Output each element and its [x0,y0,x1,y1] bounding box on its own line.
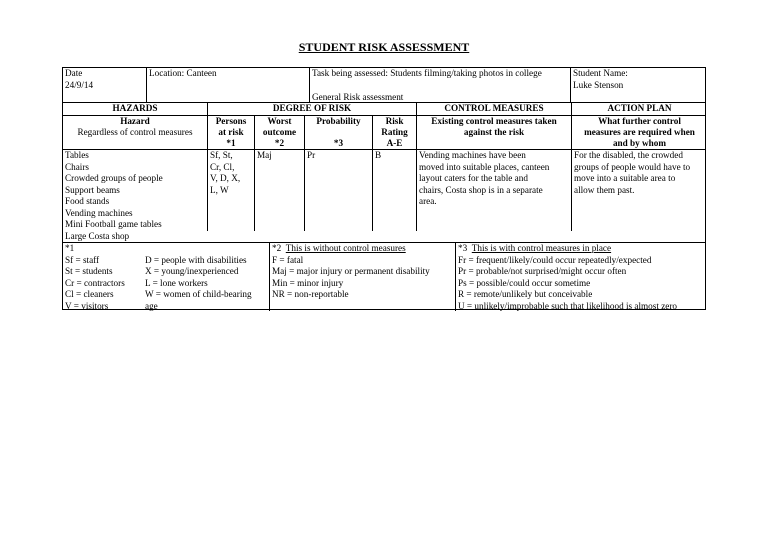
worst-subheader [254,116,304,149]
legend-probability-item: Pr = probable/not surprised/might occur often [458,266,627,276]
legend-probability [455,243,707,311]
persons-list [207,150,254,231]
action-header: ACTION PLAN [571,103,707,115]
hazard-item: Food stands [65,196,110,206]
hazard-subheader-line: Regardless of control measures [77,127,193,137]
student-cell [570,68,707,102]
location-cell [146,68,309,102]
persons-line: Cr, Cl, [210,161,235,172]
task-text: Task being assessed: Students filming/taking photos in college [312,68,542,78]
student-label: Student Name: [573,68,628,78]
legend-persons-row [65,278,267,290]
legend-outcome-item: Maj = major injury or permanent disability [272,266,430,276]
legend-row [63,242,705,311]
risk-rating-value [372,150,416,231]
task-cell [309,68,570,102]
existing-line: area. [419,196,437,206]
legend-probability-item: U = unlikely/improbable such that likelihood is almost zero [458,300,678,311]
hazard-item: Tables [65,150,89,160]
legend-probability-item: Fr = frequent/likely/could occur repeatedly/expected [458,254,652,265]
legend-outcome-item: NR = non-reportable [272,289,349,299]
further-subheader-line: measures are required when [584,127,695,137]
subheader-row [63,115,705,149]
legend-outcome-heading [272,243,453,255]
existing-line: Vending machines have been [419,150,526,160]
legend-key: W = women of child-bearing [145,289,252,299]
legend-key: Cl = cleaners [65,289,114,299]
legend-key: age [145,300,158,311]
legend-key: D = people with disabilities [145,254,247,265]
legend-key: X = young/inexperienced [145,266,239,276]
further-controls [571,150,707,231]
hazard-item: Vending machines [65,207,133,218]
degree-header: DEGREE OF RISK [207,103,416,115]
further-subheader-line: What further control [598,116,681,126]
worst-outcome-value [254,150,304,231]
probability-subheader [304,116,372,149]
student-name: Luke Stenson [573,79,624,90]
legend-key: L = lone workers [145,277,208,288]
control-header: CONTROL MEASURES [416,103,571,115]
location-text: Location: Canteen [149,68,217,78]
legend-probability-heading [458,243,705,255]
probability-value [304,150,372,231]
legend-outcome-item: F = fatal [272,254,304,265]
further-subheader [571,116,707,149]
legend-outcome-item: Min = minor injury [272,277,344,288]
legend-persons-row [65,301,267,312]
hazard-item: Mini Football game tables [65,219,162,229]
legend-probability-prefix: *3 [458,243,468,253]
date-cell [63,68,146,102]
further-subheader-line: and by whom [612,138,667,148]
worst-subheader-line: Worst [267,116,292,126]
hazard-item: Chairs [65,161,89,172]
date-label: Date [65,68,83,78]
further-line: For the disabled, the crowded [574,150,683,160]
legend-probability-title: This is with control measures in place [471,243,612,253]
persons-subheader-line: *1 [226,138,236,148]
further-line: move into a suitable area to [574,173,676,183]
rating-subheader-line: Rating [381,127,408,137]
probability-subheader-line: *3 [333,138,344,148]
persons-line: Sf, St, [210,150,233,160]
hazard-list [63,150,207,242]
date-value: 24/9/14 [65,79,94,90]
existing-line: moved into suitable places, canteen [419,161,550,172]
existing-line: chairs, Costa shop is in a separate [419,184,543,195]
legend-outcome-title: This is without control measures [285,243,406,253]
persons-line: L, W [210,184,229,195]
hazards-header: HAZARDS [112,103,158,113]
existing-subheader-line: against the risk [463,127,525,137]
persons-subheader-line: Persons [215,116,247,126]
rating-subheader-line: Risk [385,116,404,126]
hazard-item: Large Costa shop [65,230,130,241]
existing-subheader [416,116,571,149]
legend-persons-row [65,289,267,301]
rating-subheader-line: A-E [386,138,403,148]
page-title: STUDENT RISK ASSESSMENT [298,40,470,54]
legend-probability-item: R = remote/unlikely but conceivable [458,289,593,299]
hazard-item: Support beams [65,184,120,195]
header-row [63,102,705,115]
legend-key: Sf = staff [65,254,100,265]
risk-data-row [63,149,705,242]
worst-outcome-text: Maj [257,150,272,160]
hazard-item: Crowded groups of people [65,173,163,183]
legend-probability-item: Ps = possible/could occur sometime [458,277,591,288]
existing-controls [416,150,571,231]
legend-outcome [269,243,455,311]
further-line: groups of people would have to [574,161,691,172]
persons-line: V, D, X, [210,173,241,183]
existing-subheader-line: Existing control measures taken [431,116,557,126]
hazard-subheader-line: Hazard [120,116,150,126]
legend-key: Cr = contractors [65,277,125,288]
existing-line: layout caters for the table and [419,173,528,183]
task-type: General Risk assessment [312,91,404,102]
legend-persons-row [65,266,267,278]
probability-subheader-line: Probability [316,116,361,126]
risk-rating-text: B [375,150,382,160]
rating-subheader [372,116,416,149]
legend-persons-row [65,255,267,267]
risk-assessment-table [62,67,706,310]
worst-subheader-line: *2 [274,138,285,148]
persons-subheader [207,116,254,149]
hazard-subheader [63,116,207,149]
legend-persons-heading: *1 [65,243,75,253]
worst-subheader-line: outcome [262,127,297,137]
persons-subheader-line: at risk [218,127,244,137]
info-row [63,68,705,102]
legend-key: St = students [65,266,113,276]
legend-persons [63,243,269,311]
legend-outcome-prefix: *2 [272,243,282,253]
legend-key: V = visitors [65,300,109,311]
further-line: allow them past. [574,184,635,195]
probability-text: Pr [307,150,316,160]
